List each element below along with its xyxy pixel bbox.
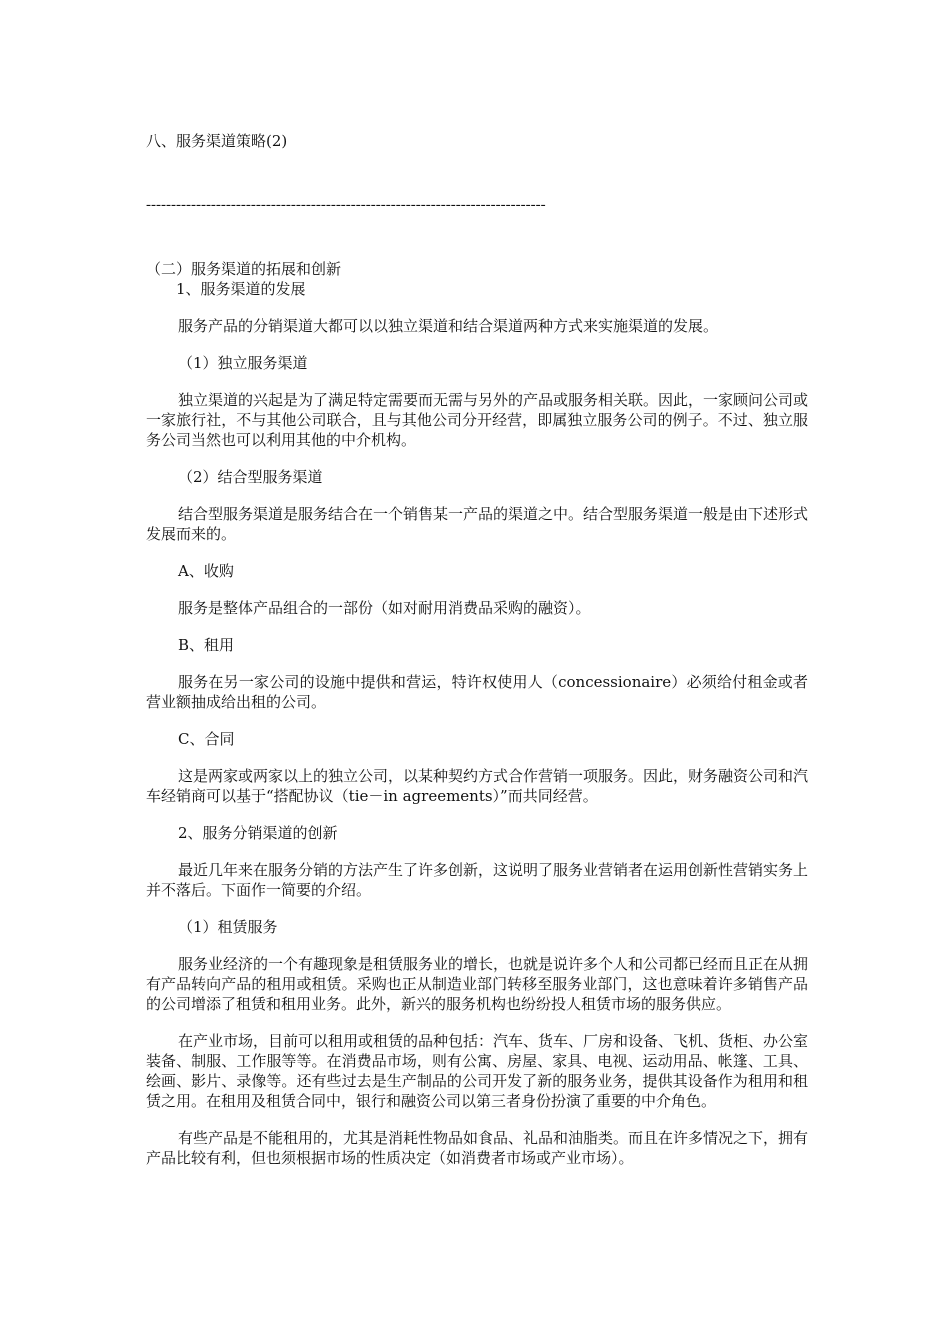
list-heading: （1）独立服务渠道 [178,354,308,372]
divider-line: -------------------------------------------------------------------------------- [146,197,546,213]
paragraph: 这是两家或两家以上的独立公司，以某种契约方式合作营销一项服务。因此，财务融资公司和汽车经销商可以基于“搭配协议（tie－in agreements）”而共同经营。 [146,767,809,805]
sub-heading: 1、服务渠道的发展 [176,280,306,298]
list-heading: A、收购 [178,562,234,580]
paragraph: 有些产品是不能租用的，尤其是消耗性物品如食品、礼品和油脂类。而且在许多情况之下，拥有产品比较有利，但也须根据市场的性质决定（如消费者市场或产业市场）。 [146,1129,809,1167]
paragraph: 服务是整体产品组合的一部份（如对耐用消费品采购的融资）。 [178,599,591,617]
section-heading: （二）服务渠道的拓展和创新 [146,260,342,278]
list-heading: C、合同 [178,730,235,748]
list-heading: （1）租赁服务 [178,918,278,936]
paragraph: 最近几年来在服务分销的方法产生了许多创新，这说明了服务业营销者在运用创新性营销实务上并不落后。下面作一简要的介绍。 [146,861,809,899]
list-heading: B、租用 [178,636,235,654]
paragraph: 在产业市场，目前可以租用或租赁的品种包括：汽车、货车、厂房和设备、飞机、货柜、办公室装备、制服、工作服等等。在消费品市场，则有公寓、房屋、家具、电视、运动用品、帐篷、工具、绘画、影片、录像等。还有些过去是生产制品的公司开发了新的服务业务，提供其设备作为租用和租赁之用。在租用及租赁合同中，银行和融资公司以第三者身份扮演了重要的中介角色。 [146,1032,809,1110]
list-heading: （2）结合型服务渠道 [178,468,323,486]
paragraph: 独立渠道的兴起是为了满足特定需要而无需与另外的产品或服务相关联。因此，一家顾问公司或一家旅行社，不与其他公司联合，且与其他公司分开经营，即属独立服务公司的例子。不过、独立服务公司当然也可以利用其他的中介机构。 [146,391,809,449]
paragraph: 服务业经济的一个有趣现象是租赁服务业的增长，也就是说许多个人和公司都已经而且正在从拥有产品转向产品的租用或租赁。采购也正从制造业部门转移至服务业部门，这也意味着许多销售产品的公司增添了租赁和租用业务。此外，新兴的服务机构也纷纷投人租赁市场的服务供应。 [146,955,809,1013]
document-page [146,131,808,1168]
document-body [146,316,808,1168]
paragraph: 服务在另一家公司的设施中提供和营运，特许权使用人（concessionaire）必须给付租金或者营业额抽成给出租的公司。 [146,673,808,711]
list-heading: 2、服务分销渠道的创新 [178,824,338,842]
paragraph: 服务产品的分销渠道大都可以以独立渠道和结合渠道两种方式来实施渠道的发展。 [178,317,719,335]
paragraph: 结合型服务渠道是服务结合在一个销售某一产品的渠道之中。结合型服务渠道一般是由下述形式发展而来的。 [146,505,809,543]
document-title: 八、服务渠道策略(2) [146,132,288,150]
